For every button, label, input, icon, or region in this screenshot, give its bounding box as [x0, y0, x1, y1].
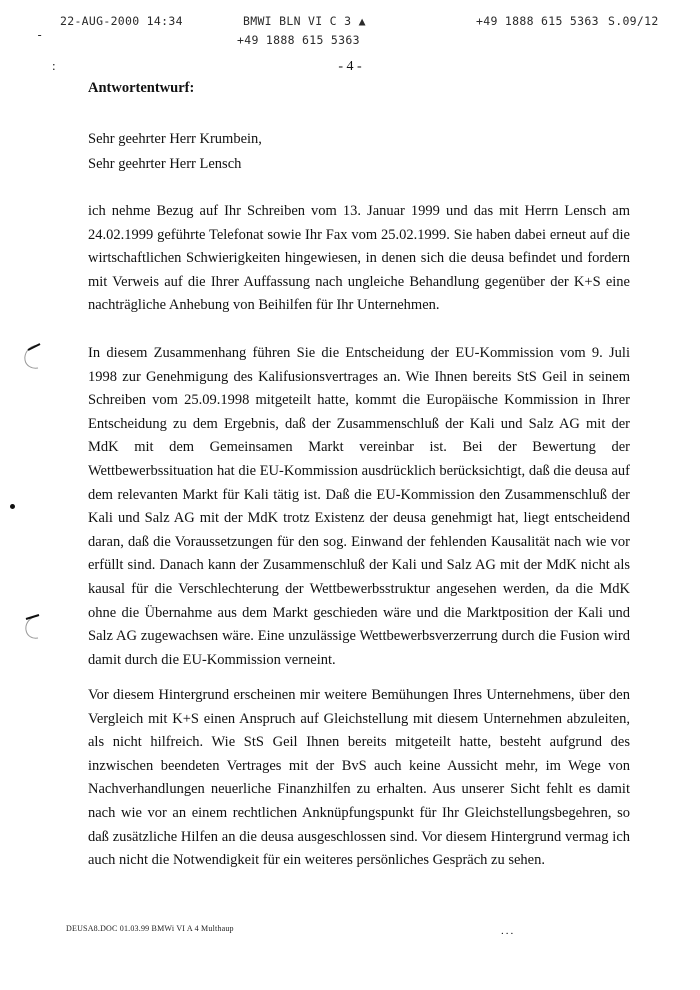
paragraph-2: In diesem Zusammenhang führen Sie die Entscheidung der EU-Kommission vom 9. Juli 1998 zur Genehmigung des Kalifusionsvertrages an. Wie Ihnen bereits StS Geil in seinem Schreiben vom 25.09.1998 mitgeteilt hatte, kommt die Europäische Kommission in Ihrer Entscheidung zu dem Ergebnis, daß der Zusammenschluß der Kali und Salz AG mit der MdK mit dem Gemeinsamen Markt vereinbar ist. Bei der Bewertung der Wettbewerbssituation hat die EU-Kommission ausdrücklich berücksichtigt, daß die deusa auf dem relevanten Markt für Kali tätig ist. Daß die EU-Kommission den Zusammenschluß der Kali und Salz AG mit der MdK trotz Existenz der deusa genehmigt hat, liegt entscheidend daran, daß die Voraussetzungen für den sog. Einwand der fehlenden Kausalität nach wie vor erfüllt sind. Danach kann der Zusammenschluß der Kali und Salz AG mit der MdK nicht als kausal für die Verschlechterung der Wettbewerbsstruktur angesehen werden, da die MdK ohne die Übernahme aus dem Markt geschieden wäre und die Marktposition der Kali und Salz AG zugewachsen wäre. Eine unzulässige Wettbewerbsverzerrung durch die Fusion wird damit durch die EU-Kommission verneint.: [88, 345, 630, 668]
footer-continuation-mark: ...: [501, 925, 516, 937]
document-heading: Antwortentwurf:: [88, 80, 195, 96]
fax-sender: BMWI BLN VI C 3 ▲: [243, 14, 366, 28]
paragraph-3: Vor diesem Hintergrund erscheinen mir weitere Bemühungen Ihres Unternehmens, über den Vergleich mit K+S einen Anspruch auf Gleichstellung mit diesem Unternehmen abzuleiten, als nicht hilfreich. Wie StS Geil Ihnen bereits mitgeteilt hatte, besteht aufgrund des inzwischen beendeten Vertrages mit der BvS auch keine Aussicht mehr, im Wege von Nachverhandlungen neuerliche Finanzhilfen zu erhalten. Aus unserer Sicht fehlt es damit nach wie vor an einem rechtlichen Anknüpfungspunkt für Ihr Gleichstellungsbegehren, so daß zusätzliche Hilfen an die deusa ausgeschlossen sind. Vor diesem Hintergrund vermag ich auch nicht die Notwendigkeit für ein weiteres persönliches Gespräch zu sehen.: [88, 687, 630, 869]
margin-dot-icon: [10, 504, 15, 509]
salutation-line-2: Sehr geehrter Herr Lensch: [88, 156, 242, 172]
paragraph-1: ich nehme Bezug auf Ihr Schreiben vom 13. Januar 1999 und das mit Herrn Lensch am 24.02.1999 geführte Telefonat sowie Ihr Fax vom 25.02.1999. Sie haben dabei erneut auf die wirtschaftlichen Schwierigkeiten hingewiesen, in denen sich die deusa befindet und fordern mit Verweis auf die Ihrer Auffassung nach ungleiche Behandlung gegenüber der K+S eine nachträgliche Anhebung von Beihilfen für Ihr Unternehmen.: [88, 203, 630, 314]
fax-header: [0, 14, 700, 54]
salutation: [88, 127, 262, 177]
stray-mark: :: [52, 58, 56, 73]
punch-hole-mark-icon: [22, 610, 42, 640]
fax-header-dash: -: [36, 28, 44, 42]
fax-sender-number: +49 1888 615 5363: [237, 33, 360, 47]
punch-hole-mark-icon: [22, 342, 42, 370]
salutation-line-1: Sehr geehrter Herr Krumbein,: [88, 131, 262, 147]
fax-page-counter: S.09/12: [608, 14, 659, 28]
footer-file-reference: DEUSA8.DOC 01.03.99 BMWi VI A 4 Multhaup: [66, 924, 234, 933]
fax-datetime: 22-AUG-2000 14:34: [60, 14, 183, 28]
page-number: - 4 -: [338, 59, 362, 74]
fax-destination-number: +49 1888 615 5363: [476, 14, 599, 28]
